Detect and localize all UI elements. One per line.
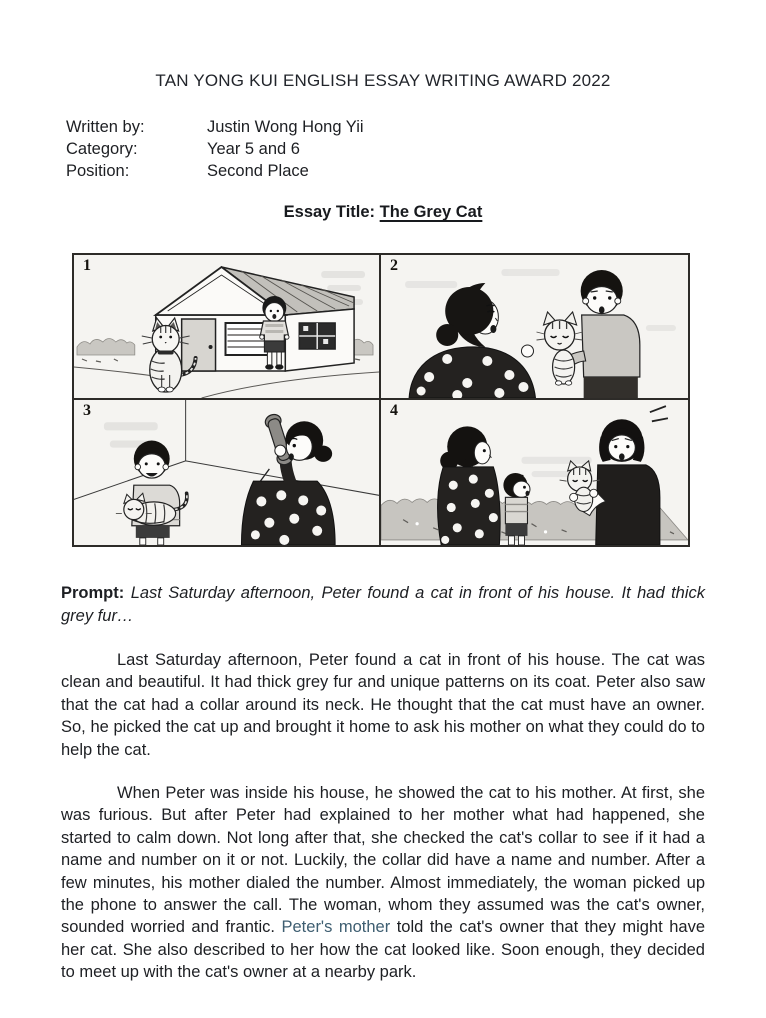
mother-figure — [241, 412, 335, 545]
meta-row-position — [66, 160, 705, 182]
essay-title-line — [0, 203, 766, 222]
panel-number: 4 — [390, 402, 398, 419]
meta-label: Category: — [66, 140, 138, 158]
cat-figure — [537, 312, 583, 385]
panel3-illustration — [74, 400, 379, 545]
meta-value: Second Place — [207, 162, 309, 180]
meta-label: Written by: — [66, 118, 145, 136]
comic-strip-image — [72, 253, 690, 547]
essay-paragraph-1: Last Saturday afternoon, Peter found a cat in front of his house. The cat was clean and beautiful. It had thick grey fur and unique patterns on its coat. Peter also saw that the cat had a collar around its neck. He thought that the cat must have an owner. So, he picked the cat up and brought it home to ask his mother on what they could do to help the cat. — [61, 651, 705, 759]
side-window — [299, 323, 335, 349]
panel-number: 1 — [83, 257, 91, 274]
panel-number: 2 — [390, 257, 398, 274]
comic-panel-3 — [74, 400, 381, 545]
paragraph2-highlighted-text: Peter's mother — [281, 918, 391, 937]
mother-figure — [409, 283, 535, 398]
meta-row-written-by — [66, 116, 705, 138]
prompt-label: Prompt: — [61, 584, 125, 602]
wall-corner — [74, 400, 379, 499]
scan-bleed-artifacts — [405, 269, 676, 331]
panel2-illustration — [381, 255, 688, 398]
panel4-illustration — [381, 400, 688, 545]
meta-value: Justin Wong Hong Yii — [207, 118, 364, 136]
essay-paragraph-2 — [61, 782, 705, 984]
comic-panel-1 — [74, 255, 381, 400]
meta-block — [66, 116, 705, 182]
paragraph2-text: told the cat's owner that they might have her cat. She also described to her how the cat looked like. Soon enough, they decided to meet up with the cat's owner at a nearby park. — [61, 918, 705, 982]
prompt-line — [61, 582, 705, 628]
mother-figure — [438, 426, 501, 545]
peter-figure — [132, 441, 180, 545]
essay-title-text: The Grey Cat — [379, 203, 483, 221]
page-title: TAN YONG KUI ENGLISH ESSAY WRITING AWARD 2022 — [155, 71, 611, 90]
comic-panel-4 — [381, 400, 688, 545]
prompt-text: Last Saturday afternoon, Peter found a cat in front of his house. It had thick grey fur… — [61, 584, 705, 625]
comic-panel-2 — [381, 255, 688, 400]
panel-number: 3 — [83, 402, 91, 419]
door — [182, 319, 216, 371]
meta-value: Year 5 and 6 — [207, 140, 300, 158]
paragraph2-text: When Peter was inside his house, he showed the cat to his mother. At first, she was furious. But after Peter had explained to her mother what had happened, she started to calm down. Not long after that, she checked the cat's collar to see if it had a name and number on it or not. Luckily, the collar did have a name and number. After a few minutes, his mother dialed the number. Almost immediately, the woman picked up the phone to answer the call. The woman, whom they assumed was the cat's owner, sounded worried and frantic. — [61, 784, 705, 937]
essay-title-label: Essay Title: — [283, 203, 376, 221]
meta-label: Position: — [66, 162, 130, 180]
peter-figure — [503, 473, 530, 545]
motion-lines — [650, 406, 668, 421]
house — [156, 267, 354, 371]
meta-row-category — [66, 138, 705, 160]
panel1-illustration — [74, 255, 379, 398]
